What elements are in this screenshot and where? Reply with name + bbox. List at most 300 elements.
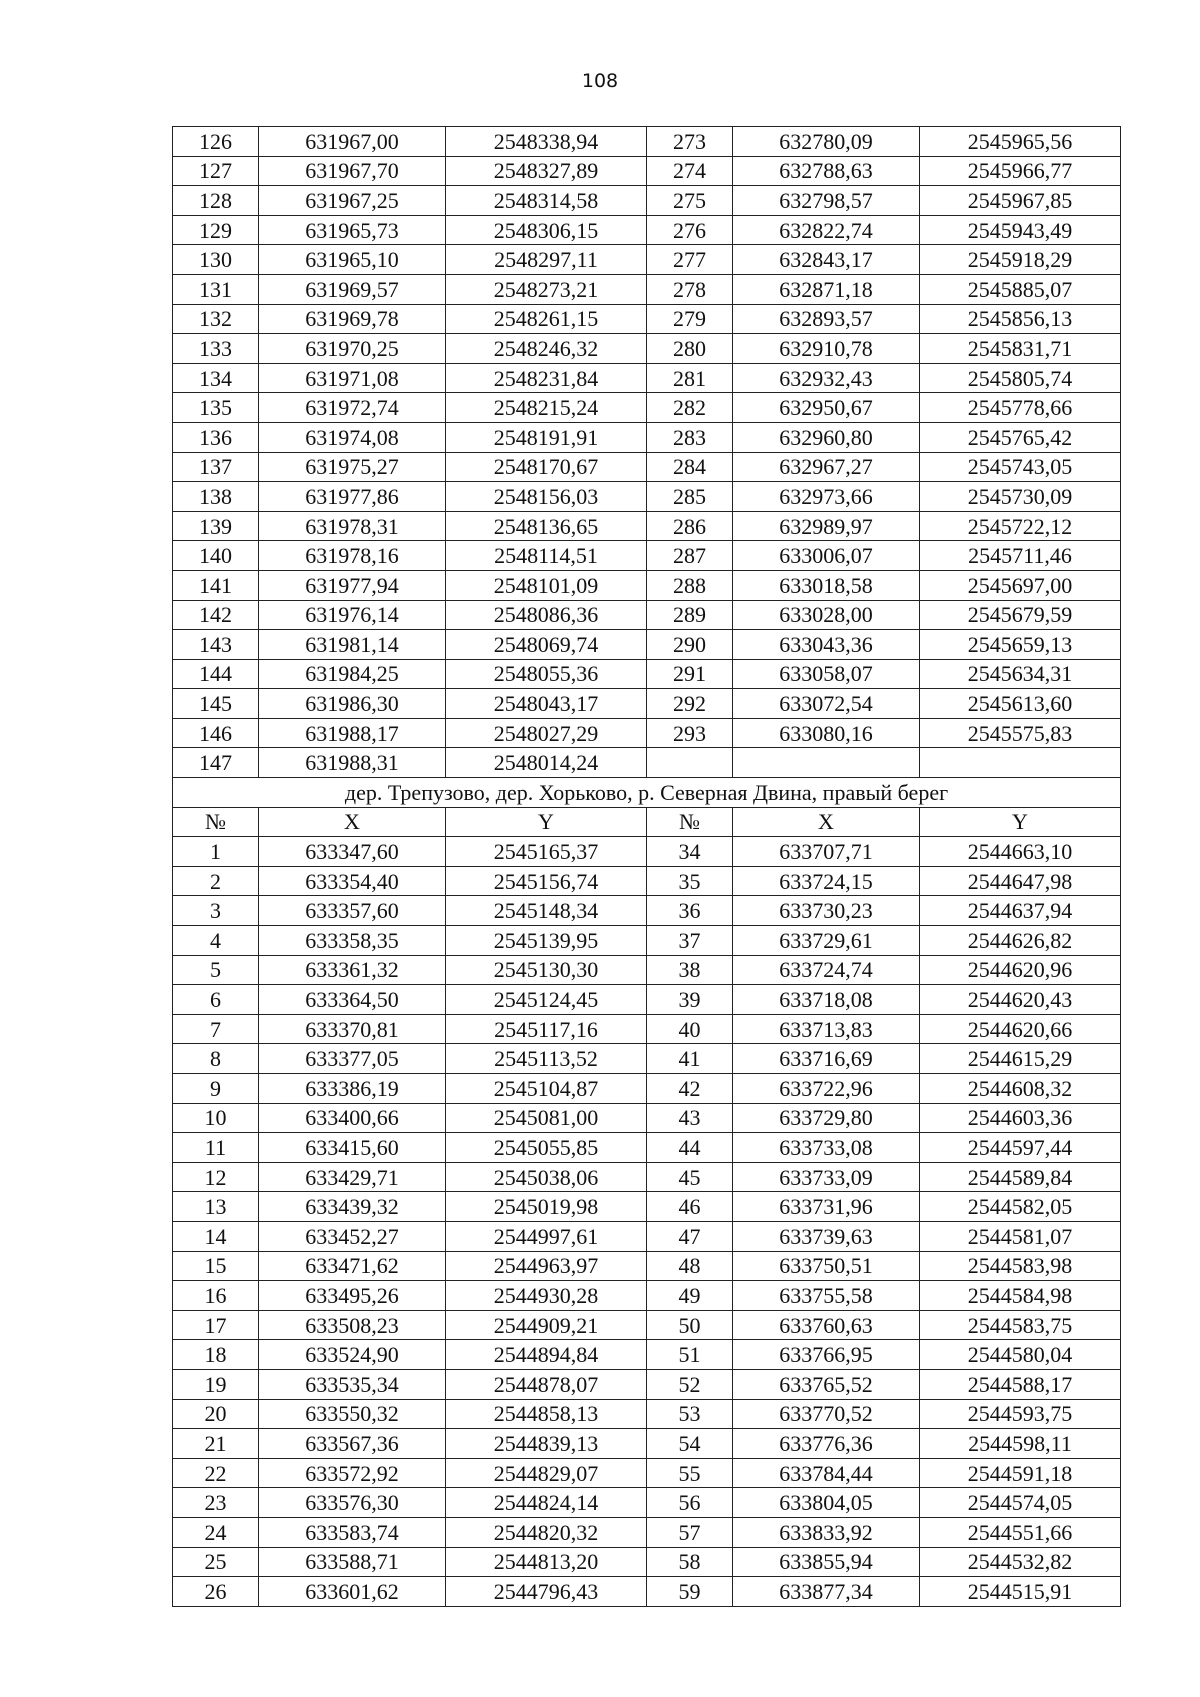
y-coordinate-cell: 2544515,91: [920, 1577, 1121, 1607]
table-row: [173, 1369, 1121, 1399]
x-coordinate-cell: 633006,07: [733, 541, 920, 571]
table-row: [173, 718, 1121, 748]
x-coordinate-cell: 631965,10: [259, 245, 446, 275]
x-coordinate-cell: 633765,52: [733, 1369, 920, 1399]
table-row: [173, 127, 1121, 157]
table-row: [173, 393, 1121, 423]
y-coordinate-cell: 2544909,21: [446, 1310, 647, 1340]
point-number-cell: 130: [173, 245, 259, 275]
point-number-cell: 131: [173, 274, 259, 304]
table-row: [173, 1014, 1121, 1044]
point-number-cell: 17: [173, 1310, 259, 1340]
x-coordinate-cell: 631988,31: [259, 748, 446, 778]
point-number-cell: 34: [647, 837, 733, 867]
table-row: [173, 1517, 1121, 1547]
table-row: [173, 1429, 1121, 1459]
x-coordinate-cell: 633583,74: [259, 1517, 446, 1547]
point-number-cell: 137: [173, 452, 259, 482]
y-coordinate-cell: 2545697,00: [920, 570, 1121, 600]
point-number-cell: 42: [647, 1074, 733, 1104]
x-coordinate-cell: 633855,94: [733, 1547, 920, 1577]
x-coordinate-cell: 633776,36: [733, 1429, 920, 1459]
y-coordinate-cell: 2544839,13: [446, 1429, 647, 1459]
x-coordinate-cell: 633730,23: [733, 896, 920, 926]
point-number-cell: [647, 748, 733, 778]
x-coordinate-cell: 633452,27: [259, 1221, 446, 1251]
point-number-cell: 46: [647, 1192, 733, 1222]
y-coordinate-cell: 2548014,24: [446, 748, 647, 778]
table-row: [173, 985, 1121, 1015]
y-coordinate-cell: 2545113,52: [446, 1044, 647, 1074]
x-coordinate-cell: 633535,34: [259, 1369, 446, 1399]
point-number-cell: 55: [647, 1458, 733, 1488]
x-coordinate-cell: 631977,94: [259, 570, 446, 600]
y-coordinate-cell: 2544593,75: [920, 1399, 1121, 1429]
table-row: [173, 1162, 1121, 1192]
point-number-cell: 24: [173, 1517, 259, 1547]
y-coordinate-cell: 2548327,89: [446, 156, 647, 186]
point-number-cell: 291: [647, 659, 733, 689]
x-coordinate-cell: 633370,81: [259, 1014, 446, 1044]
x-coordinate-cell: 631981,14: [259, 630, 446, 660]
y-coordinate-cell: 2545730,09: [920, 482, 1121, 512]
x-coordinate-cell: 631978,31: [259, 511, 446, 541]
x-coordinate-cell: 631970,25: [259, 334, 446, 364]
point-number-cell: 10: [173, 1103, 259, 1133]
y-coordinate-cell: 2544963,97: [446, 1251, 647, 1281]
y-coordinate-cell: 2548156,03: [446, 482, 647, 512]
y-coordinate-cell: 2544615,29: [920, 1044, 1121, 1074]
y-coordinate-cell: 2544582,05: [920, 1192, 1121, 1222]
point-number-cell: 293: [647, 718, 733, 748]
point-number-cell: 20: [173, 1399, 259, 1429]
x-coordinate-cell: 633354,40: [259, 866, 446, 896]
point-number-cell: 45: [647, 1162, 733, 1192]
point-number-cell: 128: [173, 186, 259, 216]
table-row: [173, 245, 1121, 275]
point-number-cell: 37: [647, 926, 733, 956]
point-number-cell: 134: [173, 363, 259, 393]
x-coordinate-cell: 632967,27: [733, 452, 920, 482]
x-coordinate-cell: 633524,90: [259, 1340, 446, 1370]
table-row: [173, 511, 1121, 541]
y-coordinate-cell: 2545019,98: [446, 1192, 647, 1222]
x-coordinate-cell: 633601,62: [259, 1577, 446, 1607]
y-coordinate-cell: 2544608,32: [920, 1074, 1121, 1104]
table-row: [173, 630, 1121, 660]
x-coordinate-cell: 631969,57: [259, 274, 446, 304]
y-coordinate-cell: 2545885,07: [920, 274, 1121, 304]
column-header: X: [733, 807, 920, 837]
point-number-cell: 22: [173, 1458, 259, 1488]
x-coordinate-cell: 633415,60: [259, 1133, 446, 1163]
section-title-row: [173, 778, 1121, 808]
point-number-cell: 18: [173, 1340, 259, 1370]
y-coordinate-cell: 2545659,13: [920, 630, 1121, 660]
x-coordinate-cell: 631988,17: [259, 718, 446, 748]
point-number-cell: 285: [647, 482, 733, 512]
y-coordinate-cell: 2544583,75: [920, 1310, 1121, 1340]
y-coordinate-cell: 2548338,94: [446, 127, 647, 157]
point-number-cell: 277: [647, 245, 733, 275]
column-header: X: [259, 807, 446, 837]
x-coordinate-cell: 632780,09: [733, 127, 920, 157]
y-coordinate-cell: 2545124,45: [446, 985, 647, 1015]
x-coordinate-cell: 631975,27: [259, 452, 446, 482]
x-coordinate-cell: 633724,74: [733, 955, 920, 985]
point-number-cell: 280: [647, 334, 733, 364]
y-coordinate-cell: 2548231,84: [446, 363, 647, 393]
x-coordinate-cell: 632871,18: [733, 274, 920, 304]
x-coordinate-cell: 633377,05: [259, 1044, 446, 1074]
point-number-cell: 290: [647, 630, 733, 660]
x-coordinate-cell: 633576,30: [259, 1488, 446, 1518]
y-coordinate-cell: 2548136,65: [446, 511, 647, 541]
y-coordinate-cell: 2544597,44: [920, 1133, 1121, 1163]
point-number-cell: 54: [647, 1429, 733, 1459]
table-row: [173, 1192, 1121, 1222]
y-coordinate-cell: 2548261,15: [446, 304, 647, 334]
point-number-cell: 132: [173, 304, 259, 334]
x-coordinate-cell: 633550,32: [259, 1399, 446, 1429]
y-coordinate-cell: 2548191,91: [446, 422, 647, 452]
x-coordinate-cell: 633072,54: [733, 689, 920, 719]
y-coordinate-cell: 2545856,13: [920, 304, 1121, 334]
point-number-cell: 52: [647, 1369, 733, 1399]
x-coordinate-cell: 633028,00: [733, 600, 920, 630]
point-number-cell: 43: [647, 1103, 733, 1133]
x-coordinate-cell: 633804,05: [733, 1488, 920, 1518]
y-coordinate-cell: 2544620,43: [920, 985, 1121, 1015]
x-coordinate-cell: 633722,96: [733, 1074, 920, 1104]
table-row: [173, 926, 1121, 956]
column-header: №: [173, 807, 259, 837]
point-number-cell: 50: [647, 1310, 733, 1340]
point-number-cell: 145: [173, 689, 259, 719]
point-number-cell: 139: [173, 511, 259, 541]
x-coordinate-cell: 632973,66: [733, 482, 920, 512]
y-coordinate-cell: 2545055,85: [446, 1133, 647, 1163]
x-coordinate-cell: 633724,15: [733, 866, 920, 896]
column-header: Y: [920, 807, 1121, 837]
y-coordinate-cell: 2544603,36: [920, 1103, 1121, 1133]
table-row: [173, 1103, 1121, 1133]
y-coordinate-cell: 2545139,95: [446, 926, 647, 956]
table-row: [173, 452, 1121, 482]
x-coordinate-cell: 631969,78: [259, 304, 446, 334]
table-row: [173, 541, 1121, 571]
point-number-cell: 274: [647, 156, 733, 186]
x-coordinate-cell: 633018,58: [733, 570, 920, 600]
point-number-cell: 273: [647, 127, 733, 157]
point-number-cell: 53: [647, 1399, 733, 1429]
y-coordinate-cell: [920, 748, 1121, 778]
y-coordinate-cell: 2544663,10: [920, 837, 1121, 867]
x-coordinate-cell: 632843,17: [733, 245, 920, 275]
column-header: №: [647, 807, 733, 837]
point-number-cell: 4: [173, 926, 259, 956]
y-coordinate-cell: 2545722,12: [920, 511, 1121, 541]
y-coordinate-cell: 2544820,32: [446, 1517, 647, 1547]
y-coordinate-cell: 2545156,74: [446, 866, 647, 896]
point-number-cell: 40: [647, 1014, 733, 1044]
y-coordinate-cell: 2544620,96: [920, 955, 1121, 985]
table-row: [173, 748, 1121, 778]
point-number-cell: 287: [647, 541, 733, 571]
y-coordinate-cell: 2544796,43: [446, 1577, 647, 1607]
x-coordinate-cell: 631967,25: [259, 186, 446, 216]
y-coordinate-cell: 2544894,84: [446, 1340, 647, 1370]
table-row: [173, 422, 1121, 452]
x-coordinate-cell: 633364,50: [259, 985, 446, 1015]
y-coordinate-cell: 2548314,58: [446, 186, 647, 216]
y-coordinate-cell: 2545805,74: [920, 363, 1121, 393]
table-row: [173, 896, 1121, 926]
x-coordinate-cell: 633508,23: [259, 1310, 446, 1340]
y-coordinate-cell: 2545104,87: [446, 1074, 647, 1104]
point-number-cell: 129: [173, 215, 259, 245]
x-coordinate-cell: 631967,70: [259, 156, 446, 186]
x-coordinate-cell: 633755,58: [733, 1281, 920, 1311]
y-coordinate-cell: 2544584,98: [920, 1281, 1121, 1311]
x-coordinate-cell: 633043,36: [733, 630, 920, 660]
table-row: [173, 1399, 1121, 1429]
x-coordinate-cell: 633058,07: [733, 659, 920, 689]
x-coordinate-cell: 633877,34: [733, 1577, 920, 1607]
point-number-cell: 57: [647, 1517, 733, 1547]
y-coordinate-cell: 2545613,60: [920, 689, 1121, 719]
table-row: [173, 482, 1121, 512]
table-row: [173, 1458, 1121, 1488]
y-coordinate-cell: 2544583,98: [920, 1251, 1121, 1281]
x-coordinate-cell: 633386,19: [259, 1074, 446, 1104]
point-number-cell: 47: [647, 1221, 733, 1251]
x-coordinate-cell: 632989,97: [733, 511, 920, 541]
y-coordinate-cell: 2544581,07: [920, 1221, 1121, 1251]
point-number-cell: 284: [647, 452, 733, 482]
page-number: 108: [581, 70, 619, 92]
x-coordinate-cell: 632960,80: [733, 422, 920, 452]
table-row: [173, 689, 1121, 719]
y-coordinate-cell: 2548215,24: [446, 393, 647, 423]
y-coordinate-cell: 2545575,83: [920, 718, 1121, 748]
point-number-cell: 44: [647, 1133, 733, 1163]
x-coordinate-cell: 633784,44: [733, 1458, 920, 1488]
x-coordinate-cell: 631977,86: [259, 482, 446, 512]
point-number-cell: 39: [647, 985, 733, 1015]
point-number-cell: 23: [173, 1488, 259, 1518]
x-coordinate-cell: [733, 748, 920, 778]
x-coordinate-cell: 633731,96: [733, 1192, 920, 1222]
y-coordinate-cell: 2545130,30: [446, 955, 647, 985]
point-number-cell: 141: [173, 570, 259, 600]
point-number-cell: 59: [647, 1577, 733, 1607]
table-row: [173, 1133, 1121, 1163]
point-number-cell: 58: [647, 1547, 733, 1577]
table-row: [173, 186, 1121, 216]
x-coordinate-cell: 633588,71: [259, 1547, 446, 1577]
x-coordinate-cell: 633080,16: [733, 718, 920, 748]
x-coordinate-cell: 633766,95: [733, 1340, 920, 1370]
x-coordinate-cell: 633347,60: [259, 837, 446, 867]
y-coordinate-cell: 2544647,98: [920, 866, 1121, 896]
column-header-row: [173, 807, 1121, 837]
y-coordinate-cell: 2544824,14: [446, 1488, 647, 1518]
x-coordinate-cell: 633358,35: [259, 926, 446, 956]
point-number-cell: 142: [173, 600, 259, 630]
point-number-cell: 289: [647, 600, 733, 630]
column-header: Y: [446, 807, 647, 837]
y-coordinate-cell: 2544574,05: [920, 1488, 1121, 1518]
table-row: [173, 215, 1121, 245]
point-number-cell: 147: [173, 748, 259, 778]
point-number-cell: 41: [647, 1044, 733, 1074]
x-coordinate-cell: 633495,26: [259, 1281, 446, 1311]
x-coordinate-cell: 633716,69: [733, 1044, 920, 1074]
point-number-cell: 292: [647, 689, 733, 719]
x-coordinate-cell: 633429,71: [259, 1162, 446, 1192]
x-coordinate-cell: 633760,63: [733, 1310, 920, 1340]
x-coordinate-cell: 633750,51: [733, 1251, 920, 1281]
point-number-cell: 286: [647, 511, 733, 541]
x-coordinate-cell: 633471,62: [259, 1251, 446, 1281]
x-coordinate-cell: 631972,74: [259, 393, 446, 423]
point-number-cell: 1: [173, 837, 259, 867]
point-number-cell: 12: [173, 1162, 259, 1192]
x-coordinate-cell: 633357,60: [259, 896, 446, 926]
table-row: [173, 1044, 1121, 1074]
table-row: [173, 334, 1121, 364]
table-row: [173, 156, 1121, 186]
point-number-cell: 278: [647, 274, 733, 304]
y-coordinate-cell: 2545743,05: [920, 452, 1121, 482]
point-number-cell: 3: [173, 896, 259, 926]
point-number-cell: 140: [173, 541, 259, 571]
table-row: [173, 274, 1121, 304]
point-number-cell: 283: [647, 422, 733, 452]
point-number-cell: 5: [173, 955, 259, 985]
y-coordinate-cell: 2548027,29: [446, 718, 647, 748]
point-number-cell: 36: [647, 896, 733, 926]
point-number-cell: 135: [173, 393, 259, 423]
y-coordinate-cell: 2545038,06: [446, 1162, 647, 1192]
point-number-cell: 16: [173, 1281, 259, 1311]
table-row: [173, 570, 1121, 600]
y-coordinate-cell: 2545966,77: [920, 156, 1121, 186]
y-coordinate-cell: 2544589,84: [920, 1162, 1121, 1192]
y-coordinate-cell: 2544551,66: [920, 1517, 1121, 1547]
point-number-cell: 7: [173, 1014, 259, 1044]
table-row: [173, 600, 1121, 630]
table-row: [173, 1577, 1121, 1607]
y-coordinate-cell: 2544637,94: [920, 896, 1121, 926]
point-number-cell: 276: [647, 215, 733, 245]
y-coordinate-cell: 2548055,36: [446, 659, 647, 689]
y-coordinate-cell: 2544580,04: [920, 1340, 1121, 1370]
x-coordinate-cell: 633713,83: [733, 1014, 920, 1044]
y-coordinate-cell: 2548086,36: [446, 600, 647, 630]
point-number-cell: 25: [173, 1547, 259, 1577]
point-number-cell: 133: [173, 334, 259, 364]
section-title: дер. Трепузово, дер. Хорьково, р. Северная Двина, правый берег: [173, 778, 1121, 808]
y-coordinate-cell: 2544858,13: [446, 1399, 647, 1429]
x-coordinate-cell: 633439,32: [259, 1192, 446, 1222]
point-number-cell: 126: [173, 127, 259, 157]
y-coordinate-cell: 2544588,17: [920, 1369, 1121, 1399]
x-coordinate-cell: 633400,66: [259, 1103, 446, 1133]
table-row: [173, 1251, 1121, 1281]
y-coordinate-cell: 2545765,42: [920, 422, 1121, 452]
table-row: [173, 1488, 1121, 1518]
x-coordinate-cell: 632910,78: [733, 334, 920, 364]
table-row: [173, 304, 1121, 334]
table-row: [173, 1074, 1121, 1104]
point-number-cell: 49: [647, 1281, 733, 1311]
point-number-cell: 6: [173, 985, 259, 1015]
y-coordinate-cell: 2548306,15: [446, 215, 647, 245]
coordinates-table: [172, 126, 1121, 1607]
point-number-cell: 38: [647, 955, 733, 985]
x-coordinate-cell: 632932,43: [733, 363, 920, 393]
table-row: [173, 1547, 1121, 1577]
point-number-cell: 35: [647, 866, 733, 896]
table-row: [173, 659, 1121, 689]
point-number-cell: 56: [647, 1488, 733, 1518]
point-number-cell: 288: [647, 570, 733, 600]
y-coordinate-cell: 2544620,66: [920, 1014, 1121, 1044]
point-number-cell: 127: [173, 156, 259, 186]
y-coordinate-cell: 2545711,46: [920, 541, 1121, 571]
table-row: [173, 1310, 1121, 1340]
point-number-cell: 21: [173, 1429, 259, 1459]
point-number-cell: 15: [173, 1251, 259, 1281]
y-coordinate-cell: 2544829,07: [446, 1458, 647, 1488]
y-coordinate-cell: 2545965,56: [920, 127, 1121, 157]
y-coordinate-cell: 2544813,20: [446, 1547, 647, 1577]
y-coordinate-cell: 2548101,09: [446, 570, 647, 600]
point-number-cell: 51: [647, 1340, 733, 1370]
y-coordinate-cell: 2544878,07: [446, 1369, 647, 1399]
point-number-cell: 138: [173, 482, 259, 512]
x-coordinate-cell: 631965,73: [259, 215, 446, 245]
x-coordinate-cell: 633770,52: [733, 1399, 920, 1429]
y-coordinate-cell: 2544598,11: [920, 1429, 1121, 1459]
x-coordinate-cell: 633733,09: [733, 1162, 920, 1192]
point-number-cell: 282: [647, 393, 733, 423]
table-row: [173, 837, 1121, 867]
y-coordinate-cell: 2544930,28: [446, 1281, 647, 1311]
x-coordinate-cell: 631986,30: [259, 689, 446, 719]
x-coordinate-cell: 633739,63: [733, 1221, 920, 1251]
point-number-cell: 13: [173, 1192, 259, 1222]
x-coordinate-cell: 633729,80: [733, 1103, 920, 1133]
x-coordinate-cell: 633833,92: [733, 1517, 920, 1547]
point-number-cell: 143: [173, 630, 259, 660]
point-number-cell: 281: [647, 363, 733, 393]
x-coordinate-cell: 631976,14: [259, 600, 446, 630]
x-coordinate-cell: 632950,67: [733, 393, 920, 423]
x-coordinate-cell: 633361,32: [259, 955, 446, 985]
x-coordinate-cell: 632893,57: [733, 304, 920, 334]
y-coordinate-cell: 2544591,18: [920, 1458, 1121, 1488]
point-number-cell: 11: [173, 1133, 259, 1163]
y-coordinate-cell: 2548246,32: [446, 334, 647, 364]
y-coordinate-cell: 2545148,34: [446, 896, 647, 926]
table-row: [173, 866, 1121, 896]
x-coordinate-cell: 633707,71: [733, 837, 920, 867]
point-number-cell: 136: [173, 422, 259, 452]
table-row: [173, 955, 1121, 985]
